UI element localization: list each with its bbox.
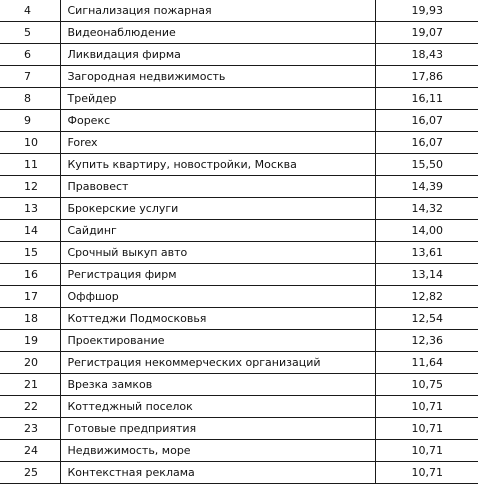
row-number-cell: 16: [0, 264, 60, 286]
row-number-cell: 10: [0, 132, 60, 154]
query-term-cell: Готовые предприятия: [60, 418, 375, 440]
row-number-cell: 7: [0, 66, 60, 88]
value-cell: 19,07: [375, 22, 478, 44]
query-term-cell: Ликвидация фирма: [60, 44, 375, 66]
query-term-cell: Forex: [60, 132, 375, 154]
row-number-cell: 23: [0, 418, 60, 440]
table-row: [0, 44, 478, 66]
value-cell: 16,07: [375, 110, 478, 132]
row-number-cell: 14: [0, 220, 60, 242]
table-row: [0, 440, 478, 462]
value-cell: 19,93: [375, 0, 478, 22]
value-cell: 12,82: [375, 286, 478, 308]
query-term-cell: Коттеджи Подмосковья: [60, 308, 375, 330]
value-cell: 10,71: [375, 418, 478, 440]
row-number-cell: 4: [0, 0, 60, 22]
table-row: [0, 418, 478, 440]
table-row: [0, 22, 478, 44]
row-number-cell: 6: [0, 44, 60, 66]
query-term-cell: Видеонаблюдение: [60, 22, 375, 44]
row-number-cell: 21: [0, 374, 60, 396]
row-number-cell: 12: [0, 176, 60, 198]
value-cell: 10,71: [375, 396, 478, 418]
value-cell: 13,14: [375, 264, 478, 286]
row-number-cell: 5: [0, 22, 60, 44]
row-number-cell: 17: [0, 286, 60, 308]
value-cell: 10,71: [375, 462, 478, 484]
query-term-cell: Трейдер: [60, 88, 375, 110]
value-cell: 14,32: [375, 198, 478, 220]
table-row: [0, 242, 478, 264]
value-cell: 10,75: [375, 374, 478, 396]
query-term-cell: Загородная недвижимость: [60, 66, 375, 88]
row-number-cell: 9: [0, 110, 60, 132]
query-term-cell: Купить квартиру, новостройки, Москва: [60, 154, 375, 176]
table-row: [0, 132, 478, 154]
table-row: [0, 330, 478, 352]
table-row: [0, 88, 478, 110]
query-term-cell: Недвижимость, море: [60, 440, 375, 462]
value-cell: 15,50: [375, 154, 478, 176]
value-cell: 16,07: [375, 132, 478, 154]
table-row: [0, 220, 478, 242]
value-cell: 12,36: [375, 330, 478, 352]
table-row: [0, 286, 478, 308]
query-term-cell: Брокерские услуги: [60, 198, 375, 220]
row-number-cell: 11: [0, 154, 60, 176]
table-row: [0, 110, 478, 132]
value-cell: 14,39: [375, 176, 478, 198]
value-cell: 16,11: [375, 88, 478, 110]
row-number-cell: 22: [0, 396, 60, 418]
query-term-cell: Срочный выкуп авто: [60, 242, 375, 264]
row-number-cell: 18: [0, 308, 60, 330]
value-cell: 10,71: [375, 440, 478, 462]
row-number-cell: 13: [0, 198, 60, 220]
query-term-cell: Регистрация некоммерческих организаций: [60, 352, 375, 374]
row-number-cell: 24: [0, 440, 60, 462]
table-row: [0, 176, 478, 198]
value-cell: 13,61: [375, 242, 478, 264]
table-row: [0, 66, 478, 88]
query-term-cell: Сайдинг: [60, 220, 375, 242]
query-term-cell: Коттеджный поселок: [60, 396, 375, 418]
query-term-cell: Правовест: [60, 176, 375, 198]
table-row: [0, 308, 478, 330]
query-term-cell: Сигнализация пожарная: [60, 0, 375, 22]
query-term-cell: Врезка замков: [60, 374, 375, 396]
table-row: [0, 462, 478, 484]
query-term-cell: Проектирование: [60, 330, 375, 352]
value-cell: 14,00: [375, 220, 478, 242]
query-term-cell: Контекстная реклама: [60, 462, 375, 484]
row-number-cell: 15: [0, 242, 60, 264]
table-row: [0, 0, 478, 22]
value-cell: 17,86: [375, 66, 478, 88]
table-row: [0, 352, 478, 374]
table-row: [0, 396, 478, 418]
query-term-cell: Форекс: [60, 110, 375, 132]
row-number-cell: 8: [0, 88, 60, 110]
row-number-cell: 19: [0, 330, 60, 352]
row-number-cell: 20: [0, 352, 60, 374]
table-row: [0, 198, 478, 220]
query-term-cell: Регистрация фирм: [60, 264, 375, 286]
value-cell: 18,43: [375, 44, 478, 66]
value-cell: 12,54: [375, 308, 478, 330]
table-row: [0, 264, 478, 286]
row-number-cell: 25: [0, 462, 60, 484]
value-cell: 11,64: [375, 352, 478, 374]
table-row: [0, 374, 478, 396]
query-term-cell: Оффшор: [60, 286, 375, 308]
table-row: [0, 154, 478, 176]
